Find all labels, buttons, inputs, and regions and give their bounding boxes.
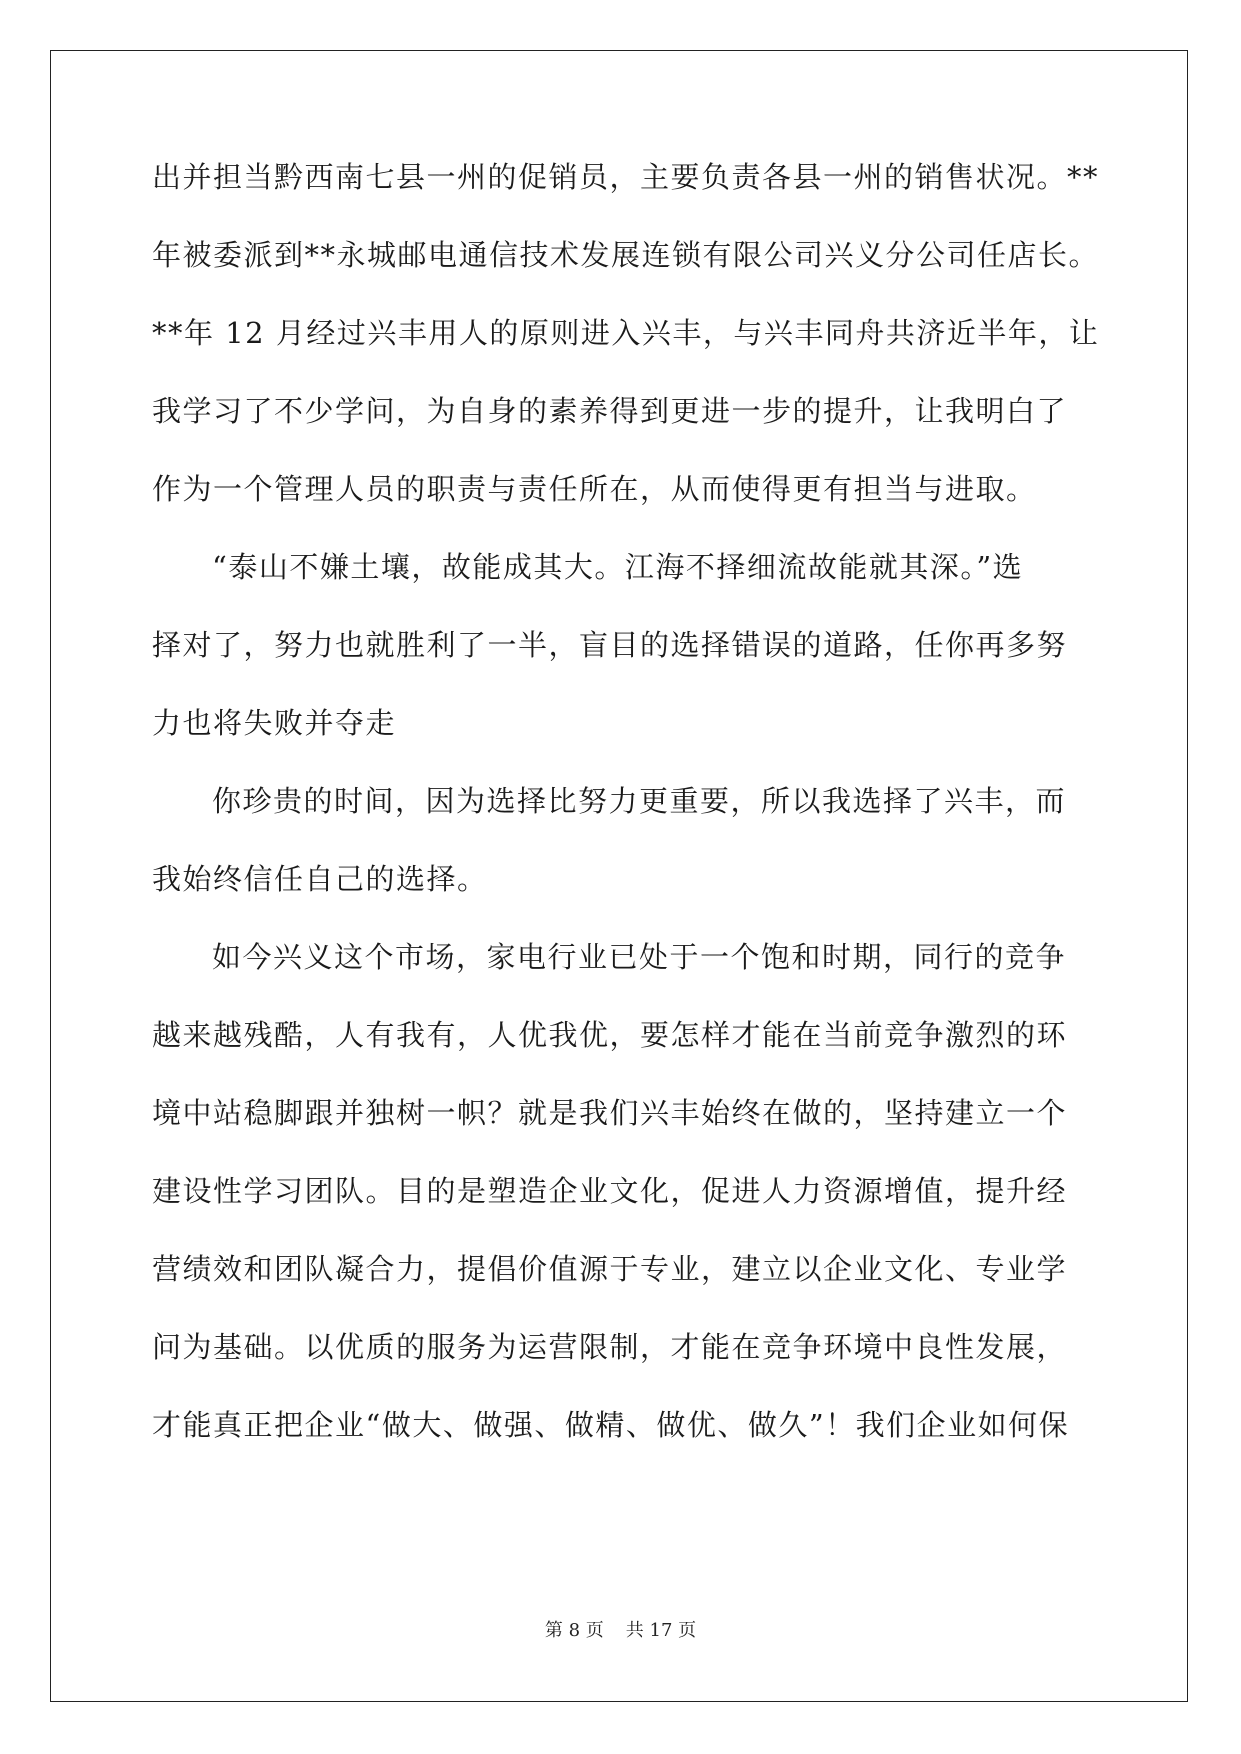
page-total: 共 17 页 bbox=[625, 1620, 697, 1641]
text-line: **年 12 月经过兴丰用人的原则进入兴丰，与兴丰同舟共济近半年，让 bbox=[152, 316, 1100, 350]
text-line: 年被委派到**永城邮电通信技术发展连锁有限公司兴义分公司任店长。 bbox=[152, 238, 1100, 272]
text-line: 我始终信任自己的选择。 bbox=[152, 862, 488, 896]
text-line: 如今兴义这个市场，家电行业已处于一个饱和时期，同行的竞争 bbox=[212, 940, 1067, 974]
text-line: 你珍贵的时间，因为选择比努力更重要，所以我选择了兴丰，而 bbox=[212, 784, 1067, 818]
text-line: 力也将失败并夺走 bbox=[152, 706, 397, 740]
text-line: 择对了，努力也就胜利了一半，盲目的选择错误的道路，任你再多努 bbox=[152, 628, 1068, 662]
text-line: 营绩效和团队凝合力，提倡价值源于专业，建立以企业文化、专业学 bbox=[152, 1252, 1068, 1286]
text-line: 越来越残酷，人有我有，人优我优，要怎样才能在当前竞争激烈的环 bbox=[152, 1018, 1068, 1052]
page-footer bbox=[0, 1616, 1241, 1642]
text-line: “泰山不嫌土壤，故能成其大。江海不择细流故能就其深。”选 bbox=[212, 550, 1024, 584]
text-line: 问为基础。以优质的服务为运营限制，才能在竞争环境中良性发展， bbox=[152, 1330, 1068, 1364]
text-line: 建设性学习团队。目的是塑造企业文化，促进人力资源增值，提升经 bbox=[152, 1174, 1068, 1208]
text-line: 才能真正把企业“做大、做强、做精、做优、做久”！我们企业如何保 bbox=[152, 1408, 1070, 1442]
text-line: 我学习了不少学问，为自身的素养得到更进一步的提升，让我明白了 bbox=[152, 394, 1068, 428]
page-number: 第 8 页 bbox=[544, 1620, 604, 1641]
text-line: 境中站稳脚跟并独树一帜？就是我们兴丰始终在做的，坚持建立一个 bbox=[152, 1096, 1068, 1130]
text-line: 出并担当黔西南七县一州的促销员，主要负责各县一州的销售状况。** bbox=[152, 160, 1100, 194]
text-line: 作为一个管理人员的职责与责任所在，从而使得更有担当与进取。 bbox=[152, 472, 1037, 506]
